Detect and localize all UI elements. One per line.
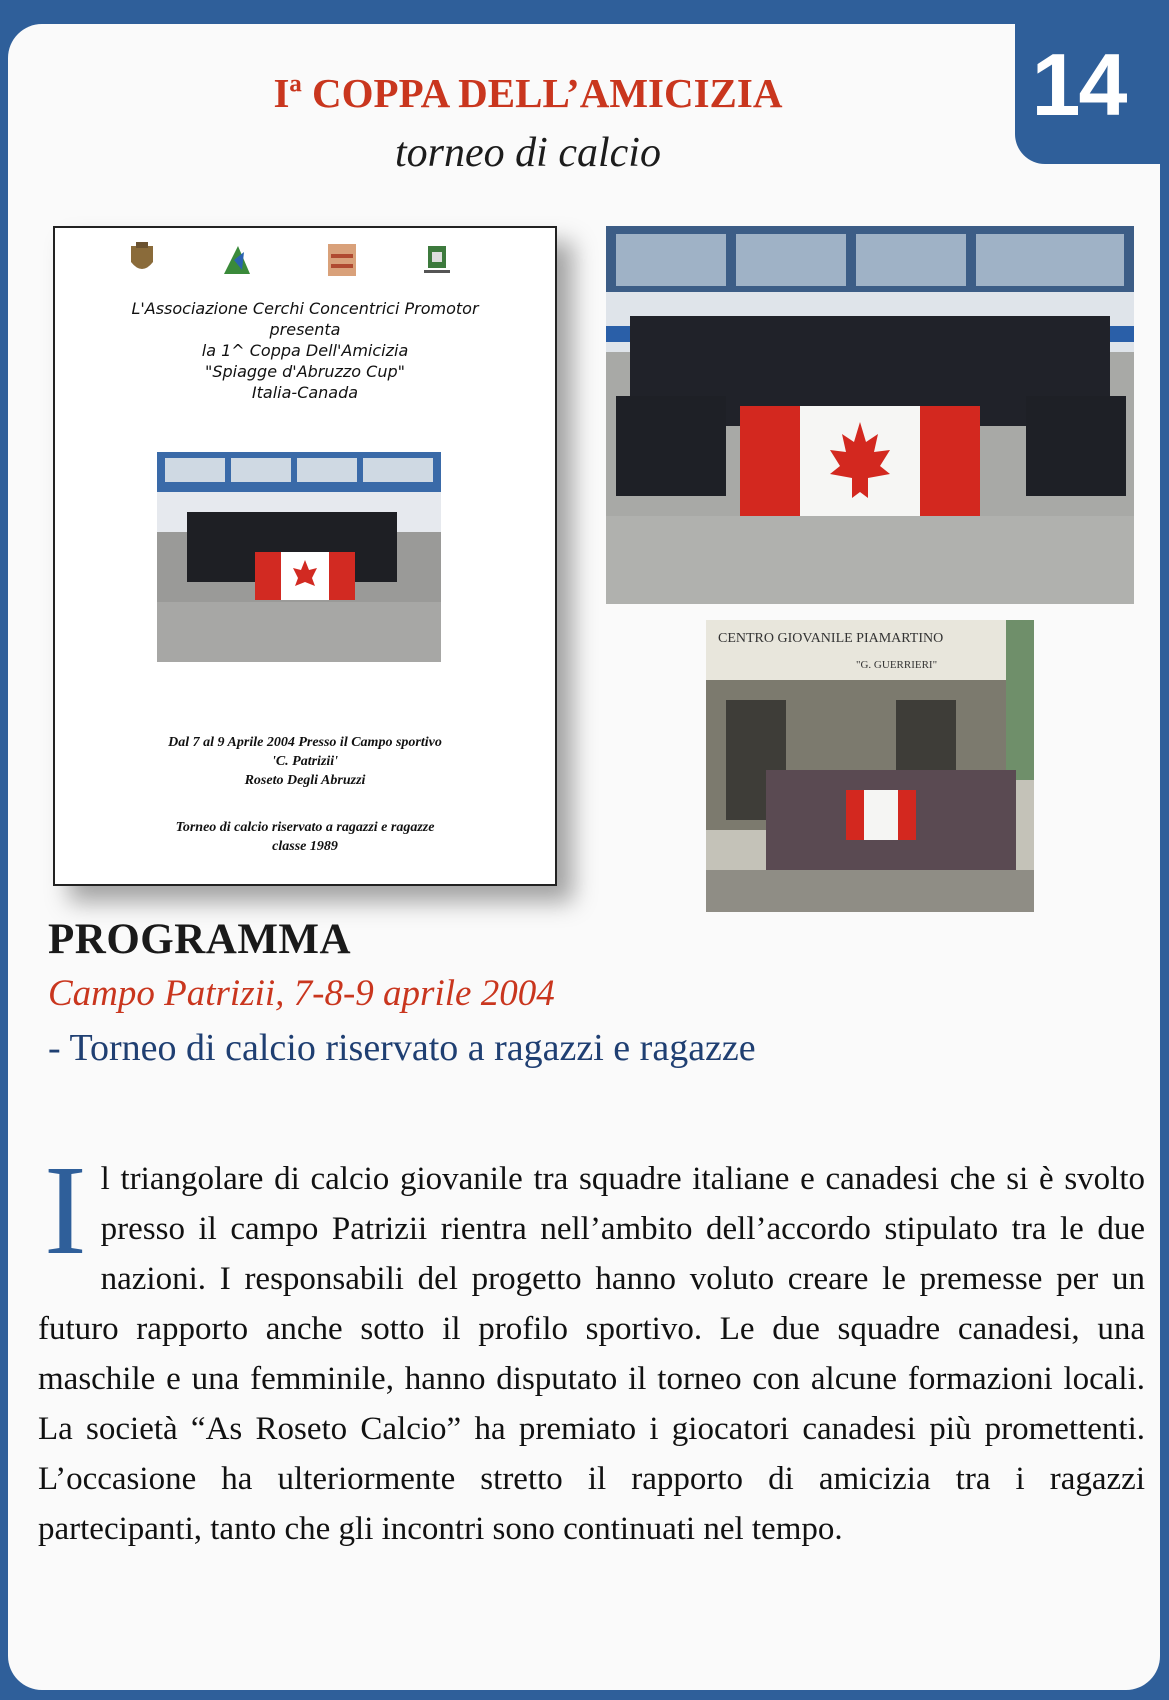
municipality-crest-icon: [125, 240, 159, 280]
flyer-intro-line: presenta: [269, 320, 341, 339]
flyer-intro-line: la 1^ Coppa Dell'Amicizia: [201, 341, 409, 360]
centro-giovanile-photo: [706, 620, 1034, 912]
team-photo-canada-flag: [606, 226, 1134, 604]
flyer-intro-line: "Spiagge d'Abruzzo Cup": [204, 362, 406, 381]
flyer-intro-line: L'Associazione Cerchi Concentrici Promotor: [131, 299, 479, 318]
header-title: Iª COPPA DELL’AMICIZIA: [273, 70, 783, 116]
flyer-tournament-line: Torneo di calcio riservato a ragazzi e ragazze: [175, 820, 435, 835]
sponsor-badge-icon: [325, 240, 359, 280]
flyer-intro: [75, 298, 535, 403]
flyer-date-line: 'C. Patrizii': [271, 754, 339, 769]
centro-sign-line2: "G. GUERRIERI": [856, 659, 938, 671]
flyer-team-photo: [157, 452, 441, 662]
header-subtitle: torneo di calcio: [395, 130, 661, 176]
page-card: [8, 24, 1160, 1690]
flyer-dates: [75, 733, 535, 790]
programma-heading: PROGRAMMA: [48, 916, 352, 963]
article-body: [38, 1139, 1145, 1554]
flyer-date-line: Dal 7 al 9 Aprile 2004 Presso il Campo sportivo: [168, 735, 442, 750]
page-number: 14: [1031, 35, 1126, 134]
sponsor-logos: [55, 236, 555, 286]
programma-item: - Torneo di calcio riservato a ragazzi e ragazze: [48, 1027, 756, 1069]
drop-cap: I: [44, 1139, 87, 1281]
article-text: l triangolare di calcio giovanile tra squadre italiane e canadesi che si è svolto presso il campo Patrizii rientra nell’ambito dell’accordo stipulato tra le due nazioni. I responsabili del progetto hanno voluto creare le premesse per un futuro rapporto anche sotto il profilo sportivo. Le due squadre canadesi, una maschile e una femminile, hanno disputato il torneo con alcune formazioni locali. La società “As Roseto Calcio” ha premiato i giocatori canadesi più promettenti. L’occasione ha ulteriormente stretto il rapporto di amicizia tra i ragazzi partecipanti, tanto che gli incontri sono continuati nel tempo.: [38, 1161, 1145, 1547]
programma-date: Campo Patrizii, 7-8-9 aprile 2004: [48, 973, 555, 1014]
centro-sign-line1: CENTRO GIOVANILE PIAMARTINO: [718, 631, 944, 646]
region-logo-icon: [220, 240, 254, 280]
flyer-tournament-line: classe 1989: [272, 839, 338, 854]
flyer-intro-line: Italia-Canada: [251, 383, 359, 402]
flyer-tournament: [75, 818, 535, 856]
event-flyer: [53, 226, 557, 886]
association-logo-icon: [420, 240, 454, 280]
flyer-date-line: Roseto Degli Abruzzi: [244, 773, 366, 788]
